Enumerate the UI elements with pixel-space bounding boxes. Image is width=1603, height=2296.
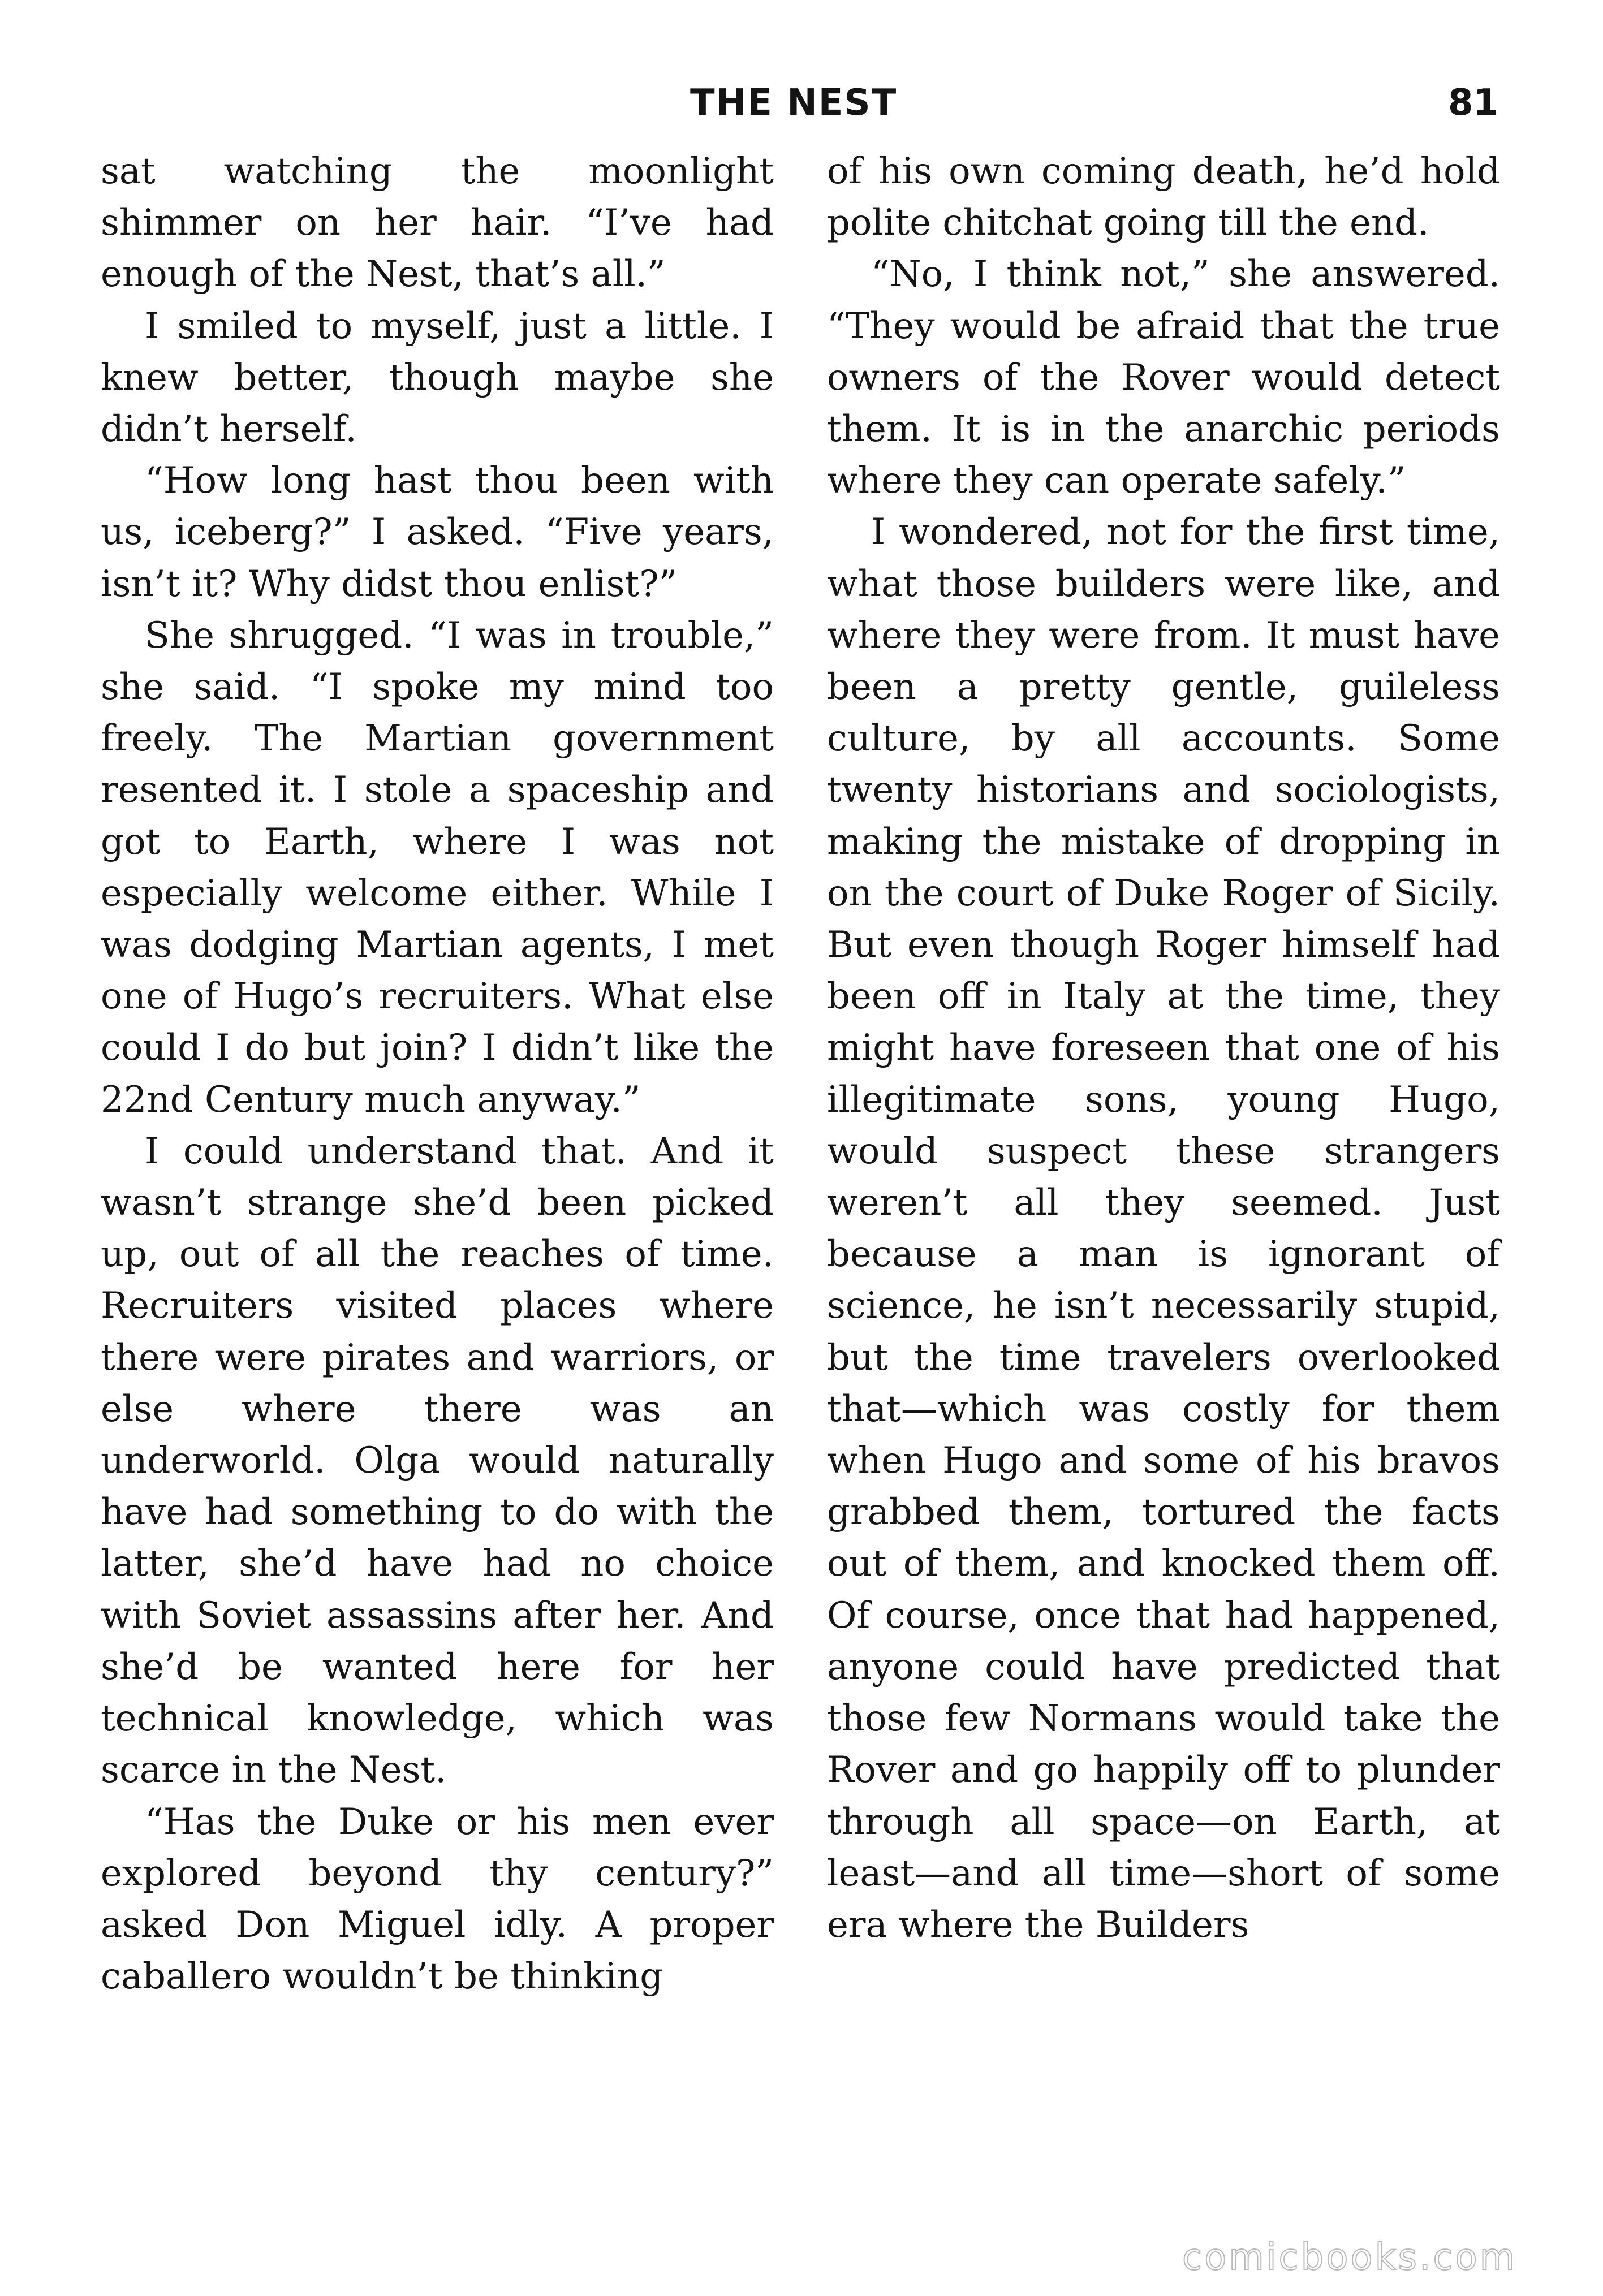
running-title: THE NEST <box>690 82 898 124</box>
page-number: 81 <box>1448 82 1499 124</box>
paragraph: She shrugged. “I was in trouble,” she said. “I spoke my mind too freely. The Martian government resented it. I stole a spaceship and got to Earth, where I was not especially welcome either. While I was dodging Martian agents, I met one of Hugo’s recruiters. What else could I do but join? I didn’t like the 22nd Century much anyway.” <box>101 614 774 1121</box>
page-header <box>0 75 1603 131</box>
paragraph: “No, I think not,” she answered. “They would be afraid that the true owners of the Rover would detect them. It is in the anarchic periods where they can operate safely.” <box>827 253 1500 502</box>
paragraph: sat watching the moonlight shimmer on her hair. “I’ve had enough of the Nest, that’s all.” <box>101 150 774 296</box>
paragraph: I smiled to myself, just a little. I knew better, though maybe she didn’t herself. <box>101 305 774 451</box>
paragraph: I could understand that. And it wasn’t strange she’d been picked up, out of all the reaches of time. Recruiters visited places where there were pirates and warriors, or else where there was an underworld. Olga would naturally have had something to do with the latter, she’d have had no choice with Soviet assassins after her. And she’d be wanted here for her technical knowledge, which was scarce in the Nest. <box>101 1130 774 1792</box>
paragraph: I wondered, not for the first time, what those builders were like, and where they were from. It must have been a pretty gentle, guileless culture, by all accounts. Some twenty historians and sociologists, making the mistake of dropping in on the court of Duke Roger of Sicily. But even though Roger himself had been off in Italy at the time, they might have foreseen that one of his illegitimate sons, young Hugo, would suspect these strangers weren’t all they seemed. Just because a man is ignorant of science, he isn’t necessarily stupid, but the time travelers overlooked that—which was costly for them when Hugo and some of his bravos grabbed them, tortured the facts out of them, and knocked them off. Of course, once that had happened, anyone could have predicted that those few Normans would take the Rover and go happily off to plunder through all space—on Earth, at least—and all time—short of some era where the Builders <box>827 511 1500 1946</box>
paragraph: of his own coming death, he’d hold polite chitchat going till the end. <box>827 150 1500 244</box>
right-text-column <box>827 146 1500 1951</box>
left-text-column <box>101 146 774 2002</box>
watermark: comicbooks.com <box>1182 2237 1518 2278</box>
paragraph: “How long hast thou been with us, iceberg?” I asked. “Five years, isn’t it? Why didst thou enlist?” <box>101 460 774 605</box>
paragraph: “Has the Duke or his men ever explored beyond thy century?” asked Don Miguel idly. A proper caballero wouldn’t be thinking <box>101 1801 774 1998</box>
